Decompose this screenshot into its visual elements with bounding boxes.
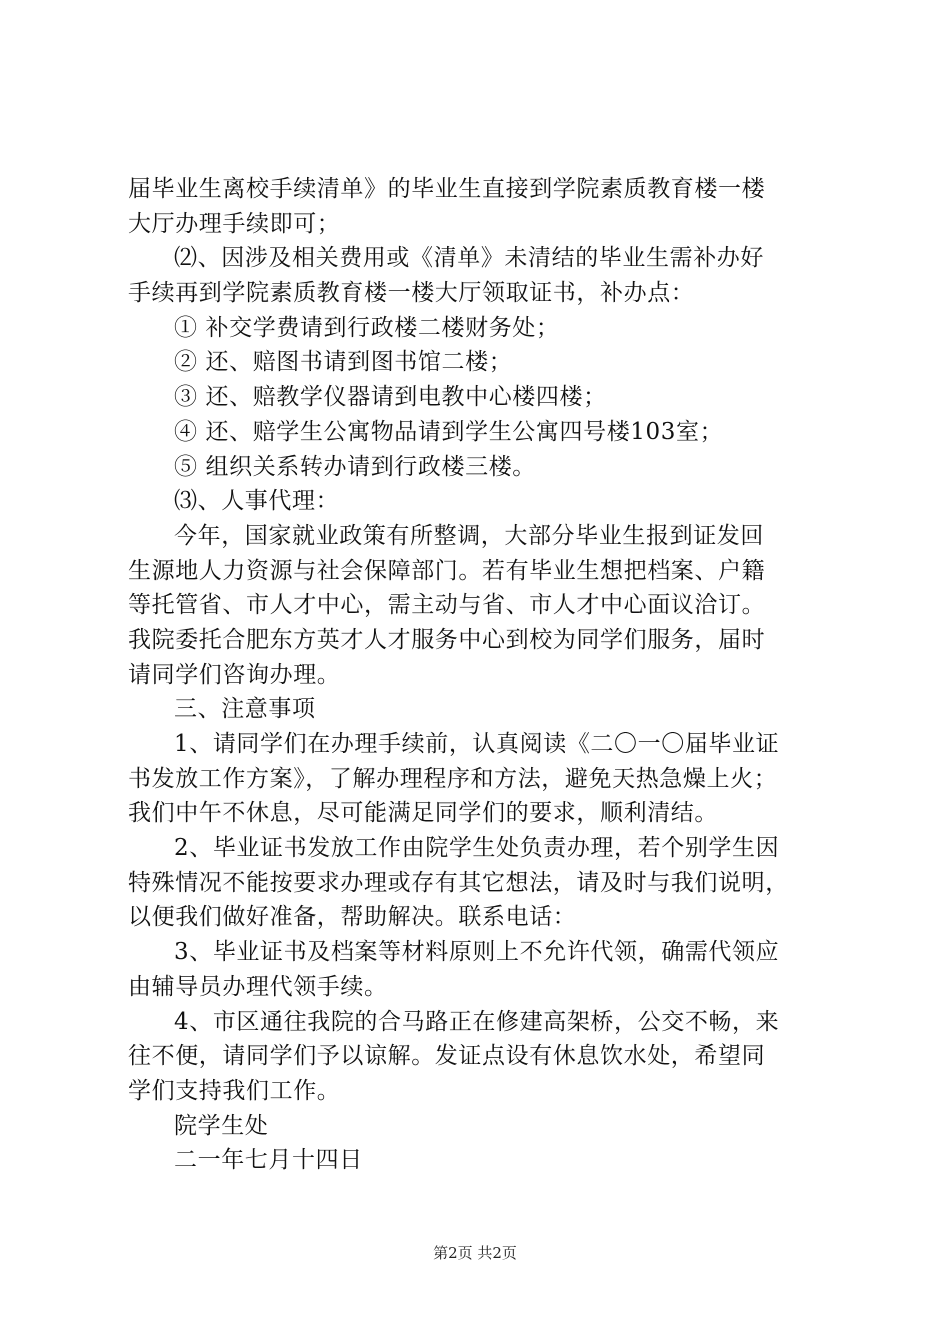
text-line: 3、毕业证书及档案等材料原则上不允许代领，确需代领应 [174, 939, 780, 966]
section-heading: 三、注意事项 [174, 696, 316, 723]
text-line: 由辅导员办理代领手续。 [128, 973, 388, 1000]
text-line: 4、市区通往我院的合马路正在修建高架桥，公交不畅，来 [174, 1008, 780, 1035]
text-line: 今年，国家就业政策有所整调，大部分毕业生报到证发回 [174, 522, 764, 549]
section-heading: ⑶、人事代理： [174, 488, 340, 515]
text-line: 生源地人力资源与社会保障部门。若有毕业生想把档案、户籍 [128, 557, 766, 584]
text-line: 往不便，请同学们予以谅解。发证点设有休息饮水处，希望同 [128, 1043, 766, 1070]
text-line: 2、毕业证书发放工作由院学生处负责办理，若个别学生因 [174, 835, 780, 862]
list-item: ③ 还、赔教学仪器请到电教中心楼四楼； [174, 384, 607, 411]
text-line: 我院委托合肥东方英才人才服务中心到校为同学们服务，届时 [128, 626, 766, 653]
text-line: 学们支持我们工作。 [128, 1077, 341, 1104]
text-line: 以便我们做好准备，帮助解决。联系电话： [128, 904, 577, 931]
text-line: ⑵、因涉及相关费用或《清单》未清结的毕业生需补办好 [174, 245, 764, 272]
text-line: 等托管省、市人才中心，需主动与省、市人才中心面议洽订。 [128, 592, 766, 619]
text-line: 我们中午不休息，尽可能满足同学们的要求，顺利清结。 [128, 800, 718, 827]
list-item: ② 还、赔图书请到图书馆二楼； [174, 349, 513, 376]
signature-office: 院学生处 [174, 1112, 269, 1139]
text-line: 特殊情况不能按要求办理或存有其它想法，请及时与我们说明， [128, 869, 789, 896]
text-line: 1、请同学们在办理手续前，认真阅读《二〇一〇届毕业证 [174, 731, 780, 757]
text-line: 届毕业生离校手续清单》的毕业生直接到学院素质教育楼一楼 [128, 176, 766, 202]
text-line: 书发放工作方案》，了解办理程序和方法，避免天热急燥上火； [128, 765, 778, 792]
signature-date: 二一年七月十四日 [174, 1147, 363, 1174]
list-item: ⑤ 组织关系转办请到行政楼三楼。 [174, 453, 536, 480]
text-line: 手续再到学院素质教育楼一楼大厅领取证书，补办点： [128, 280, 695, 307]
text-line: 请同学们咨询办理。 [128, 661, 341, 688]
list-item: ① 补交学费请到行政楼二楼财务处； [174, 314, 560, 341]
text-line: 大厅办理手续即可； [128, 210, 341, 237]
list-item: ④ 还、赔学生公寓物品请到学生公寓四号楼103室； [174, 418, 724, 445]
document-body [128, 172, 828, 1178]
page-number-footer: 第2页 共2页 [433, 1244, 517, 1262]
